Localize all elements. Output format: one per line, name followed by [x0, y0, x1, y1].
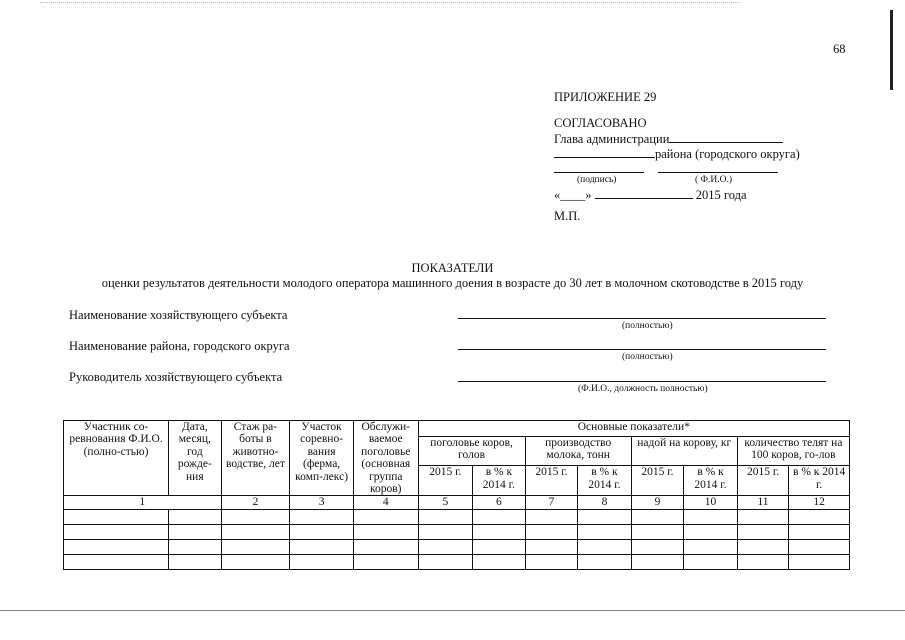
field-district-line[interactable]	[458, 349, 826, 350]
table-cell[interactable]	[353, 524, 418, 539]
table-cell[interactable]	[418, 554, 473, 569]
column-number: 10	[684, 496, 738, 509]
table-cell[interactable]	[64, 509, 169, 524]
field-director-line[interactable]	[458, 381, 826, 382]
signature-hint: (подпись)	[577, 175, 617, 185]
date-prefix: «____»	[554, 188, 592, 202]
col-header-experience: Стаж ра-боты в животно-водстве, лет	[221, 421, 290, 496]
group-header-calves: количество телят на 100 коров, го-лов	[737, 436, 849, 466]
district-line	[554, 148, 800, 161]
page-number: 68	[833, 42, 846, 56]
table-cell[interactable]	[64, 554, 169, 569]
page-bottom-line	[0, 610, 905, 611]
column-number: 1	[64, 496, 222, 509]
document-title: ПОКАЗАТЕЛИ	[411, 261, 494, 275]
district-blank[interactable]	[554, 157, 655, 158]
table-cell[interactable]	[169, 524, 222, 539]
table-cell[interactable]	[221, 509, 290, 524]
table-cell[interactable]	[169, 554, 222, 569]
table-cell[interactable]	[578, 554, 632, 569]
table-row	[64, 554, 850, 569]
table-cell[interactable]	[473, 524, 526, 539]
group-header-milk-production: производство молока, тонн	[525, 436, 631, 466]
indicators-table	[63, 420, 850, 570]
table-cell[interactable]	[578, 539, 632, 554]
head-admin-blank[interactable]	[669, 142, 783, 143]
column-number: 9	[631, 496, 684, 509]
stamp-label: М.П.	[554, 209, 581, 223]
date-month-blank[interactable]	[595, 198, 693, 199]
fio-hint: ( Ф.И.О.)	[695, 175, 733, 185]
table-cell[interactable]	[473, 539, 526, 554]
signature-line[interactable]	[554, 172, 644, 173]
table-cell[interactable]	[221, 539, 290, 554]
table-cell[interactable]	[290, 524, 354, 539]
group-header-herd: поголовье коров, голов	[418, 436, 525, 466]
table-cell[interactable]	[353, 554, 418, 569]
field-director-hint: (Ф.И.О., должность полностью)	[578, 384, 708, 394]
table-cell[interactable]	[737, 524, 789, 539]
table-cell[interactable]	[221, 554, 290, 569]
appendix-label: ПРИЛОЖЕНИЕ 29	[554, 90, 657, 104]
table-row	[64, 509, 850, 524]
table-cell[interactable]	[525, 509, 578, 524]
field-district-hint: (полностью)	[622, 352, 673, 362]
district-suffix: района (городского округа)	[655, 147, 800, 161]
table-cell[interactable]	[169, 539, 222, 554]
field-district-label: Наименование района, городского округа	[69, 339, 290, 353]
field-director-label: Руководитель хозяйствующего субъекта	[69, 370, 283, 384]
sub-header-percent: в % к 2014 г.	[684, 466, 738, 496]
table-cell[interactable]	[525, 554, 578, 569]
top-dotted-edge	[40, 2, 740, 7]
table-cell[interactable]	[525, 539, 578, 554]
sub-header-year: 2015 г.	[631, 466, 684, 496]
table-cell[interactable]	[684, 554, 738, 569]
column-number: 7	[525, 496, 578, 509]
column-number: 5	[418, 496, 473, 509]
table-cell[interactable]	[353, 539, 418, 554]
sub-header-year: 2015 г.	[737, 466, 789, 496]
sub-header-percent: в % к 2014 г.	[473, 466, 526, 496]
table-cell[interactable]	[789, 524, 850, 539]
column-number-row	[64, 496, 850, 509]
table-cell[interactable]	[418, 524, 473, 539]
sub-header-percent: в % к 2014 г.	[578, 466, 632, 496]
group-header-milk-yield: надой на корову, кг	[631, 436, 737, 466]
table-cell[interactable]	[578, 509, 632, 524]
table-cell[interactable]	[473, 509, 526, 524]
margin-bar	[890, 10, 893, 90]
column-number: 8	[578, 496, 632, 509]
table-cell[interactable]	[418, 539, 473, 554]
sub-header-year: 2015 г.	[525, 466, 578, 496]
table-row	[64, 524, 850, 539]
table-cell[interactable]	[221, 524, 290, 539]
table-cell[interactable]	[353, 509, 418, 524]
table-cell[interactable]	[290, 509, 354, 524]
table-cell[interactable]	[473, 554, 526, 569]
head-admin-label: Глава администрации	[554, 132, 670, 146]
table-cell[interactable]	[789, 509, 850, 524]
table-cell[interactable]	[737, 539, 789, 554]
sub-header-percent: в % к 2014 г.	[789, 466, 850, 496]
table-cell[interactable]	[64, 539, 169, 554]
date-line	[554, 189, 747, 202]
col-header-participant: Участник со-ревнования Ф.И.О. (полно-стью)	[64, 421, 169, 496]
column-number: 4	[353, 496, 418, 509]
fio-line[interactable]	[658, 172, 778, 173]
col-header-birthdate: Дата, месяц, год рожде-ния	[169, 421, 222, 496]
table-cell[interactable]	[64, 524, 169, 539]
table-cell[interactable]	[631, 539, 684, 554]
table-cell[interactable]	[169, 509, 222, 524]
table-cell[interactable]	[418, 509, 473, 524]
table-cell[interactable]	[631, 509, 684, 524]
date-suffix: 2015 года	[695, 188, 747, 202]
table-cell[interactable]	[290, 539, 354, 554]
table-cell[interactable]	[684, 509, 738, 524]
col-header-main-indicators: Основные показатели*	[418, 421, 849, 437]
table-cell[interactable]	[631, 554, 684, 569]
table-cell[interactable]	[789, 539, 850, 554]
column-number: 6	[473, 496, 526, 509]
table-cell[interactable]	[789, 554, 850, 569]
column-number: 2	[221, 496, 290, 509]
column-number: 3	[290, 496, 354, 509]
column-number: 11	[737, 496, 789, 509]
field-entity-hint: (полностью)	[622, 321, 673, 331]
field-entity-label: Наименование хозяйствующего субъекта	[69, 308, 288, 322]
column-number: 12	[789, 496, 850, 509]
table-cell[interactable]	[684, 524, 738, 539]
table-cell[interactable]	[631, 524, 684, 539]
table-cell[interactable]	[684, 539, 738, 554]
document-subtitle: оценки результатов деятельности молодого оператора машинного доения в возрасте до 30 лет в молочном скотоводстве в 2015 году	[101, 276, 804, 290]
head-admin-line	[554, 133, 783, 146]
field-entity-line[interactable]	[458, 318, 826, 319]
table-cell[interactable]	[290, 554, 354, 569]
approved-label: СОГЛАСОВАНО	[554, 116, 647, 130]
table-cell[interactable]	[525, 524, 578, 539]
col-header-livestock: Обслужи-ваемое поголовье (основная группа коров)	[353, 421, 418, 496]
table-cell[interactable]	[578, 524, 632, 539]
table-cell[interactable]	[737, 509, 789, 524]
col-header-site: Участок соревно-вания (ферма, комп-лекс)	[290, 421, 354, 496]
sub-header-year: 2015 г.	[418, 466, 473, 496]
table-row	[64, 539, 850, 554]
table-cell[interactable]	[737, 554, 789, 569]
